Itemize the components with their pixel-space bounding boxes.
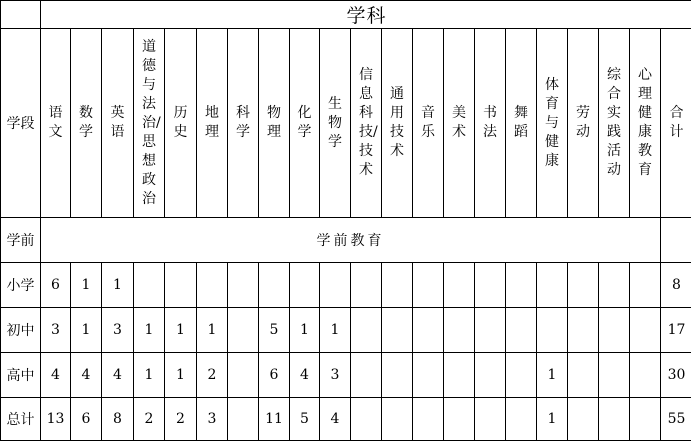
subject-header-cell [102, 29, 134, 218]
subject-label: 美术 [452, 105, 466, 140]
preschool-row [1, 218, 691, 263]
subject-header-cell [413, 29, 444, 218]
corner-cell [1, 1, 41, 29]
value-cell [259, 263, 290, 308]
value-cell [382, 353, 413, 398]
subject-header-cell [537, 29, 568, 218]
subject-header-cell [444, 29, 475, 218]
value-cell: 1 [71, 263, 102, 308]
subject-header-cell [351, 29, 382, 218]
value-cell [165, 263, 197, 308]
subject-header-cell [320, 29, 351, 218]
value-cell [351, 398, 382, 441]
value-cell [413, 308, 444, 353]
value-cell [228, 353, 259, 398]
subject-label: 舞蹈 [514, 105, 528, 140]
value-cell [228, 308, 259, 353]
value-cell: 8 [102, 398, 134, 441]
subject-label: 化学 [297, 105, 312, 140]
value-cell: 17 [661, 308, 691, 353]
value-cell: 3 [41, 308, 71, 353]
table-title [41, 1, 691, 29]
value-cell [290, 263, 320, 308]
value-cell [537, 263, 568, 308]
value-cell [630, 308, 661, 353]
value-cell: 3 [102, 308, 134, 353]
subject-label: 合计 [669, 105, 684, 140]
value-cell: 55 [661, 398, 691, 441]
value-cell: 2 [165, 398, 197, 441]
value-cell [444, 263, 475, 308]
preschool-cell: 学前教育 [41, 218, 661, 263]
subject-label: 信息科技/技术 [359, 67, 378, 178]
value-cell: 30 [661, 353, 691, 398]
stage-header: 学段 [1, 29, 41, 218]
value-cell: 1 [320, 308, 351, 353]
value-cell: 5 [290, 398, 320, 441]
value-cell [382, 263, 413, 308]
subject-header-cell [41, 29, 71, 218]
value-cell [320, 263, 351, 308]
value-cell [351, 353, 382, 398]
value-cell [568, 308, 599, 353]
value-cell: 13 [41, 398, 71, 441]
value-cell [475, 398, 506, 441]
subject-label: 通用技术 [390, 86, 404, 159]
value-cell: 1 [165, 353, 197, 398]
subject-header-cell [228, 29, 259, 218]
value-cell [599, 353, 630, 398]
value-cell [382, 308, 413, 353]
table-row [1, 263, 691, 308]
value-cell: 3 [197, 398, 228, 441]
stage-cell: 总计 [1, 398, 41, 441]
value-cell [228, 263, 259, 308]
value-cell [599, 398, 630, 441]
subject-label: 历史 [173, 105, 188, 140]
value-cell [506, 263, 537, 308]
value-cell: 11 [259, 398, 290, 441]
preschool-total-cell [661, 218, 691, 263]
subject-label: 书法 [483, 105, 497, 140]
value-cell: 4 [320, 398, 351, 441]
table-row [1, 353, 691, 398]
subject-label: 劳动 [576, 105, 590, 140]
value-cell: 3 [320, 353, 351, 398]
value-cell [444, 353, 475, 398]
stage-cell: 学前 [1, 218, 41, 263]
value-cell [630, 398, 661, 441]
subject-label: 音乐 [421, 105, 435, 140]
value-cell: 1 [537, 398, 568, 441]
value-cell [351, 263, 382, 308]
value-cell [475, 308, 506, 353]
value-cell [568, 263, 599, 308]
value-cell: 1 [165, 308, 197, 353]
value-cell [537, 308, 568, 353]
value-cell [568, 398, 599, 441]
subject-header-cell [475, 29, 506, 218]
value-cell: 1 [102, 263, 134, 308]
subject-header-cell [382, 29, 413, 218]
subject-label: 科学 [236, 105, 250, 140]
subject-header-cell [134, 29, 165, 218]
value-cell [413, 398, 444, 441]
value-cell: 2 [134, 398, 165, 441]
stage-cell: 初中 [1, 308, 41, 353]
title-row [1, 1, 691, 29]
value-cell [630, 263, 661, 308]
value-cell [475, 353, 506, 398]
subject-header-cell [71, 29, 102, 218]
value-cell: 5 [259, 308, 290, 353]
subject-header-cell [165, 29, 197, 218]
subject-label: 地理 [205, 105, 219, 140]
subject-label: 体育与健康 [545, 76, 559, 169]
value-cell [630, 353, 661, 398]
subject-header-cell [661, 29, 691, 218]
subject-header-row [1, 29, 691, 218]
value-cell: 1 [290, 308, 320, 353]
value-cell [599, 308, 630, 353]
value-cell [599, 263, 630, 308]
value-cell [444, 308, 475, 353]
subject-header-cell [290, 29, 320, 218]
value-cell [506, 353, 537, 398]
subject-header-cell [259, 29, 290, 218]
value-cell: 1 [134, 308, 165, 353]
value-cell: 8 [661, 263, 691, 308]
stage-cell: 小学 [1, 263, 41, 308]
subject-label: 数学 [79, 105, 93, 140]
value-cell [444, 398, 475, 441]
value-cell: 4 [41, 353, 71, 398]
stage-cell: 高中 [1, 353, 41, 398]
subject-header-cell [197, 29, 228, 218]
subject-label: 英语 [110, 105, 125, 140]
table-row [1, 398, 691, 441]
value-cell: 4 [290, 353, 320, 398]
value-cell: 6 [41, 263, 71, 308]
subject-label: 综合实践活动 [607, 67, 621, 178]
value-cell: 1 [537, 353, 568, 398]
value-cell: 6 [71, 398, 102, 441]
value-cell [351, 308, 382, 353]
subject-header-cell [568, 29, 599, 218]
value-cell: 4 [71, 353, 102, 398]
value-cell [506, 308, 537, 353]
value-cell: 4 [102, 353, 134, 398]
subject-header-cell [506, 29, 537, 218]
value-cell: 1 [71, 308, 102, 353]
value-cell: 1 [197, 308, 228, 353]
subject-header-cell [630, 29, 661, 218]
value-cell [506, 398, 537, 441]
value-cell [568, 353, 599, 398]
value-cell: 1 [134, 353, 165, 398]
title-text: 学科 [346, 5, 387, 27]
value-cell [413, 263, 444, 308]
subject-label: 道德与法治/思想政治 [142, 38, 161, 207]
subject-label: 物理 [267, 105, 281, 140]
value-cell: 2 [197, 353, 228, 398]
value-cell [382, 398, 413, 441]
subject-header-cell [599, 29, 630, 218]
subject-label: 语文 [48, 105, 63, 140]
subject-label: 生物学 [328, 95, 342, 150]
value-cell [134, 263, 165, 308]
value-cell [228, 398, 259, 441]
value-cell [413, 353, 444, 398]
value-cell [475, 263, 506, 308]
table-row [1, 308, 691, 353]
subject-label: 心理健康教育 [638, 67, 652, 178]
value-cell: 6 [259, 353, 290, 398]
value-cell [197, 263, 228, 308]
